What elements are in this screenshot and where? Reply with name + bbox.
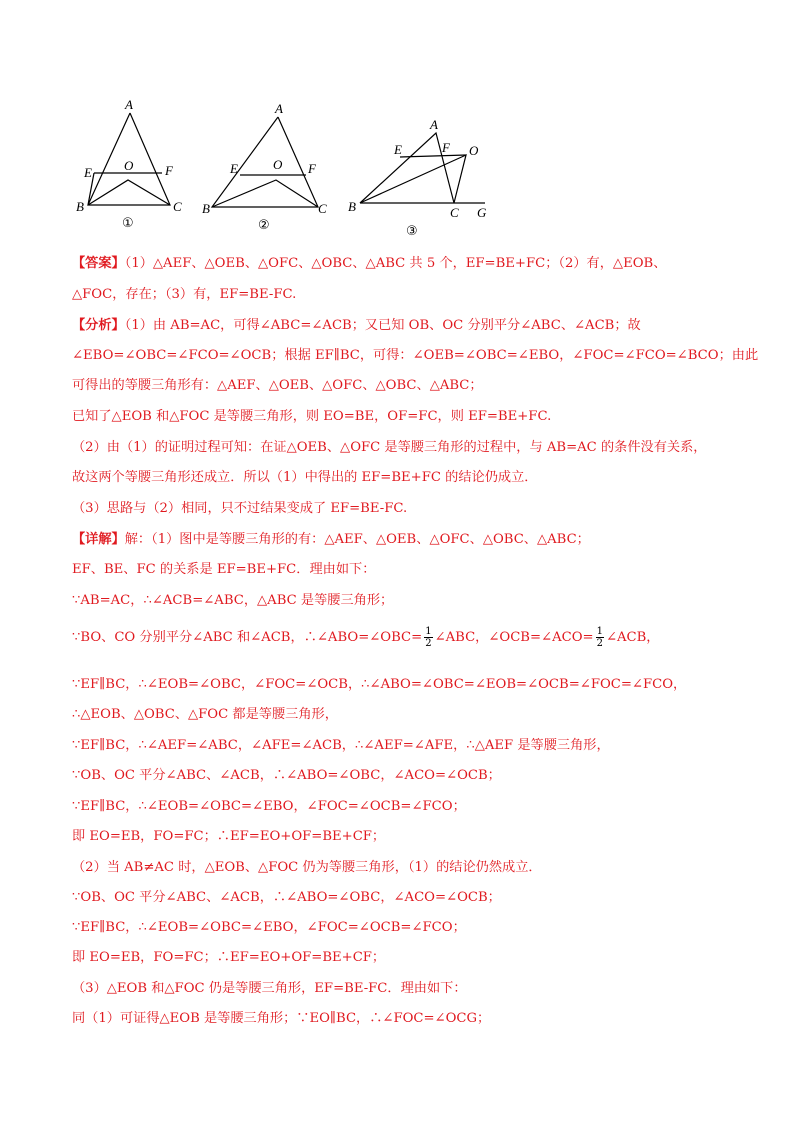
answer-line-1 — [72, 255, 666, 273]
triangle-diagrams — [70, 95, 510, 245]
fraction-denominator: 2 — [596, 638, 603, 649]
fig1-label-f: F — [165, 163, 173, 178]
fig3-label-g: G — [477, 205, 487, 220]
detail-line-12: ∵OB、OC 平分∠ABC、∠ACB，∴∠ABO=∠OBC，∠ACO=∠OCB； — [72, 890, 501, 905]
detail-line-9: ∵EF∥BC，∴∠EOB=∠OBC=∠EBO，∠FOC=∠OCB=∠FCO； — [72, 799, 466, 814]
fraction-half-2 — [596, 626, 604, 649]
fig3-label-a: A — [430, 117, 438, 132]
analysis-line-4: 已知了△EOB 和△FOC 是等腰三角形，则 EO=BE，OF=FC，则 EF=BE+FC. — [72, 409, 552, 424]
fig1-label-o: O — [124, 158, 134, 173]
fraction-denominator: 2 — [425, 638, 432, 649]
analysis-text-1: （1）由 AB=AC，可得∠ABC=∠ACB；又已知 OB、OC 分别平分∠ABC、∠ACB；故 — [124, 318, 641, 333]
answer-line-2: △FOC，存在；（3）有，EF=BE-FC. — [72, 287, 297, 302]
fig2-label-o: O — [273, 157, 283, 172]
fraction-half-1 — [424, 626, 432, 649]
fig2-label-b: B — [202, 201, 210, 216]
fig2-label-c: C — [318, 201, 327, 216]
fig2-label-a: A — [275, 101, 283, 116]
fig1-label-b: B — [76, 199, 84, 214]
geometry-figures — [70, 95, 510, 245]
detail-line-8: ∵OB、OC 平分∠ABC、∠ACB，∴∠ABO=∠OBC，∠ACO=∠OCB； — [72, 768, 501, 783]
fig2-number: ② — [258, 218, 270, 233]
detail-line-11: （2）当 AB≠AC 时，△EOB、△FOC 仍为等腰三角形，（1）的结论仍然成立． — [72, 860, 542, 875]
fig2-label-f: F — [308, 161, 316, 176]
fig1-label-c: C — [173, 199, 182, 214]
detail-tag: 【详解】 — [72, 532, 125, 547]
analysis-line-1 — [72, 317, 641, 335]
detail-line-6: ∴△EOB、△OBC、△FOC 都是等腰三角形， — [72, 707, 338, 722]
answer-text-1: （1）△AEF、△OEB、△OFC、△OBC、△ABC 共 5 个，EF=BE+FC；（2）有，△EOB、 — [124, 256, 667, 271]
analysis-line-7: （3）思路与（2）相同，只不过结果变成了 EF=BE-FC. — [72, 501, 408, 516]
answer-tag: 【答案】 — [72, 256, 125, 271]
fig3-number: ③ — [406, 224, 418, 239]
figure-2 — [212, 117, 318, 207]
detail-line-5: ∵EF∥BC，∴∠EOB=∠OBC，∠FOC=∠OCB，∴∠ABO=∠OBC=∠EOB=∠OCB=∠FOC=∠FCO， — [72, 677, 687, 692]
fig3-label-e: E — [394, 142, 402, 157]
detail-line-14: 即 EO=EB，FO=FC；∴EF=EO+OF=BE+CF； — [72, 950, 386, 965]
detail-line-7: ∵EF∥BC，∴∠AEF=∠ABC，∠AFE=∠ACB，∴∠AEF=∠AFE，∴△AEF 是等腰三角形， — [72, 738, 610, 753]
analysis-line-2: ∠EBO=∠OBC=∠FCO=∠OCB；根据 EF∥BC，可得：∠OEB=∠OBC=∠EBO，∠FOC=∠FCO=∠BCO；由此 — [72, 348, 759, 363]
fraction-numerator: 1 — [596, 626, 603, 637]
figure-3 — [360, 133, 485, 203]
fig1-label-e: E — [84, 165, 92, 180]
fig3-label-o: O — [469, 143, 479, 158]
analysis-line-3: 可得出的等腰三角形有：△AEF、△OEB、△OFC、△OBC、△ABC； — [72, 378, 483, 393]
fig3-label-c: C — [450, 205, 459, 220]
fig2-label-e: E — [230, 161, 238, 176]
fig3-label-b: B — [348, 199, 356, 214]
fig3-label-f: F — [442, 140, 450, 155]
detail-text-4b: ∠ABC，∠OCB=∠ACO= — [434, 630, 594, 645]
fig1-number: ① — [122, 216, 134, 231]
detail-line-4 — [72, 626, 660, 649]
analysis-tag: 【分析】 — [72, 318, 125, 333]
detail-line-2: EF、BE、FC 的关系是 EF=BE+FC．理由如下： — [72, 562, 376, 577]
analysis-line-6: 故这两个等腰三角形还成立．所以（1）中得出的 EF=BE+FC 的结论仍成立． — [72, 470, 538, 485]
detail-text-4c: ∠ACB， — [605, 630, 660, 645]
detail-line-1 — [72, 531, 590, 549]
detail-line-13: ∵EF∥BC，∴∠EOB=∠OBC=∠EBO，∠FOC=∠OCB=∠FCO； — [72, 920, 466, 935]
fig1-label-a: A — [125, 97, 133, 112]
detail-line-3: ∵AB=AC，∴∠ACB=∠ABC，△ABC 是等腰三角形； — [72, 593, 394, 608]
analysis-line-5: （2）由（1）的证明过程可知：在证△OEB、△OFC 是等腰三角形的过程中，与 AB=AC 的条件没有关系， — [72, 440, 707, 455]
detail-line-10: 即 EO=EB，FO=FC；∴EF=EO+OF=BE+CF； — [72, 829, 386, 844]
fraction-numerator: 1 — [425, 626, 432, 637]
detail-text-4a: ∵BO、CO 分别平分∠ABC 和∠ACB，∴∠ABO=∠OBC= — [72, 630, 423, 645]
detail-text-1: 解：（1）图中是等腰三角形的有：△AEF、△OEB、△OFC、△OBC、△ABC； — [124, 532, 590, 547]
detail-line-15: （3）△EOB 和△FOC 仍是等腰三角形，EF=BE-FC．理由如下： — [72, 981, 467, 996]
detail-line-16: 同（1）可证得△EOB 是等腰三角形；∵EO∥BC，∴∠FOC=∠OCG； — [72, 1011, 491, 1026]
